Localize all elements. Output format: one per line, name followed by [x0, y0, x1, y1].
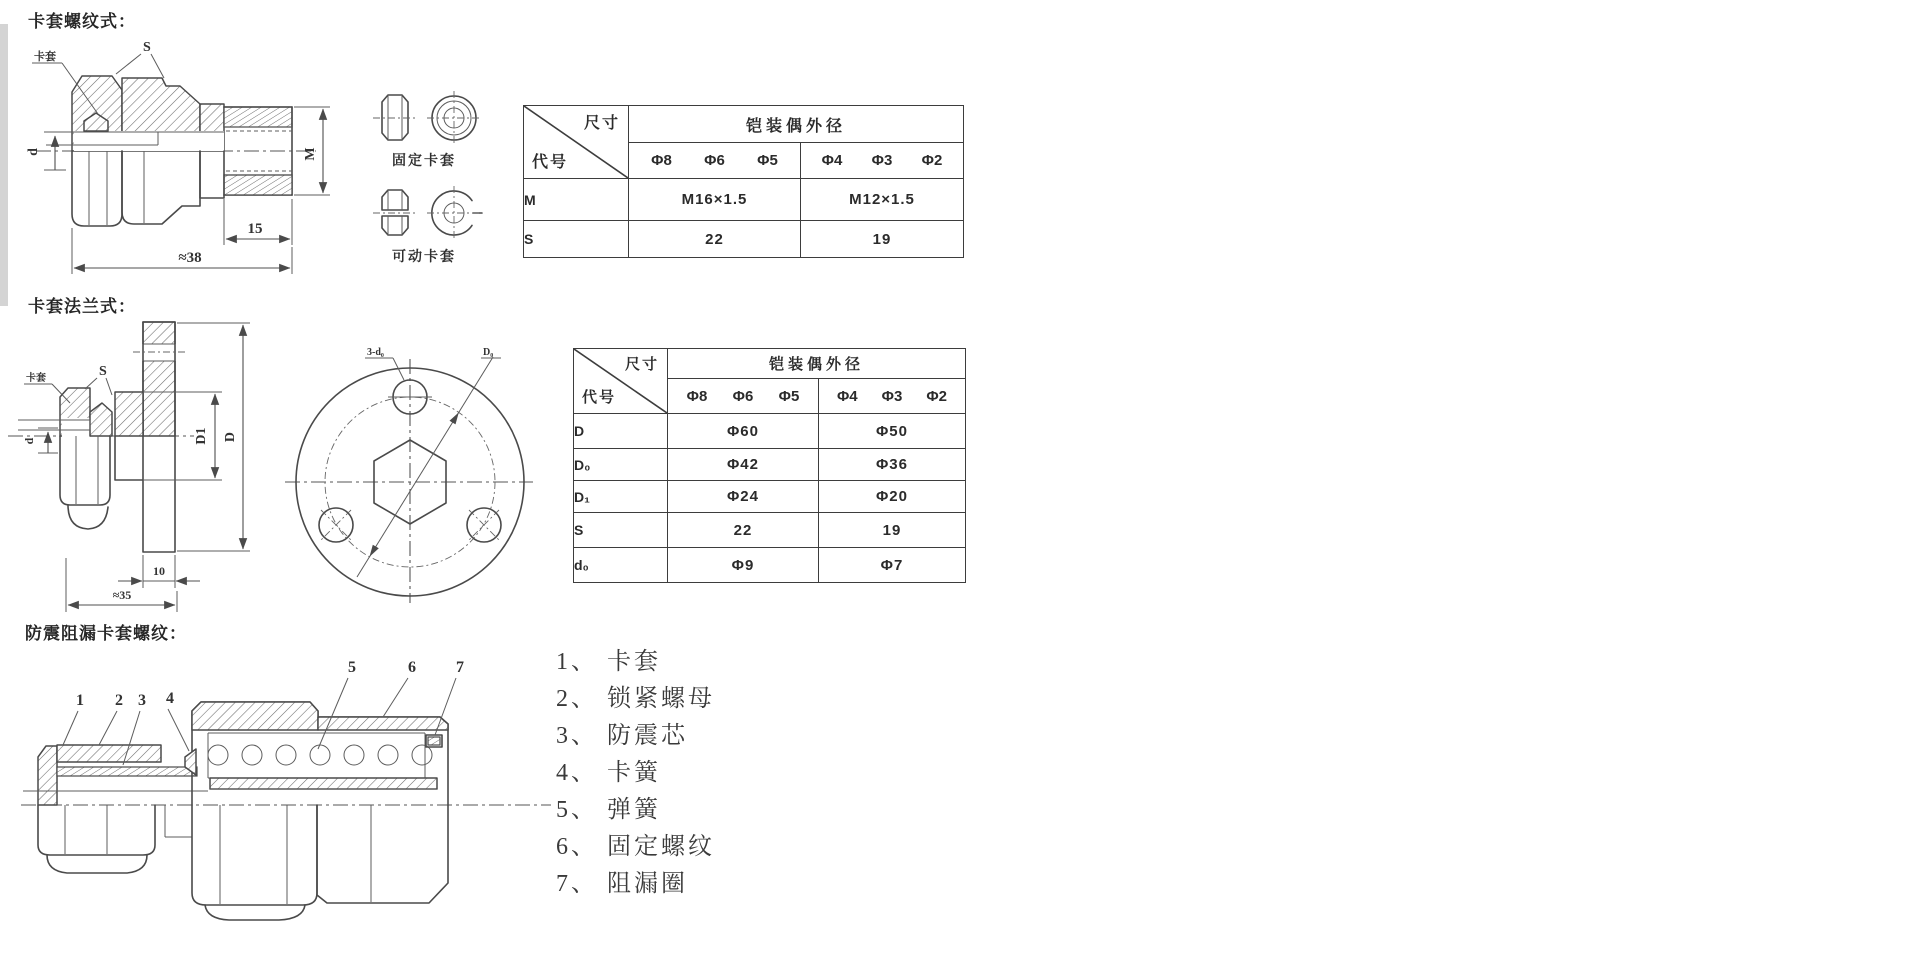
callout-5: 5	[348, 659, 356, 676]
table-row	[524, 179, 964, 221]
phi-value: Φ5	[757, 152, 778, 169]
callout-7: 7	[456, 659, 464, 676]
table-row	[574, 513, 966, 548]
bolt-circle-dia-label: D₀	[483, 347, 494, 358]
flange-dia-label: D	[223, 431, 238, 443]
legend-item: 1、 卡套	[556, 649, 661, 675]
thread-dim-label: M	[303, 147, 318, 161]
stud-length-dim: 15	[247, 221, 263, 237]
antivib-cross-section	[21, 702, 551, 920]
row-label: S	[574, 513, 668, 548]
phi-value: Φ2	[926, 387, 947, 405]
table1-span-header: 铠装偶外径	[629, 106, 964, 143]
overall-length-dim: ≈38	[178, 250, 202, 266]
fitting-cross-section	[36, 76, 316, 226]
table-row	[574, 449, 966, 481]
table1-phi-right	[801, 143, 964, 179]
drawing-flanged-fitting-side	[2, 315, 270, 615]
row-label: D₀	[574, 449, 668, 481]
callout-6: 6	[408, 659, 416, 676]
tube-dia-label: d	[22, 437, 36, 445]
row-value: 19	[801, 221, 964, 258]
table2-corner-cell	[574, 349, 668, 414]
row-value: M12×1.5	[801, 179, 964, 221]
row-value: Φ36	[819, 449, 966, 481]
phi-value: Φ4	[821, 152, 843, 169]
row-label: D₁	[574, 481, 668, 513]
parts-legend	[556, 644, 715, 903]
legend-item: 6、 固定螺纹	[556, 834, 715, 860]
row-value: 22	[668, 513, 819, 548]
overall-length-dim: ≈35	[112, 588, 132, 602]
row-label: S	[524, 221, 629, 258]
corner-code-label: 代号	[582, 389, 617, 406]
phi-value: Φ3	[881, 387, 903, 405]
table2-phi-left	[668, 379, 819, 414]
row-value: Φ20	[819, 481, 966, 513]
movable-ferrule-icon	[373, 186, 482, 240]
section-title-antivib: 防震阻漏卡套螺纹：	[25, 624, 187, 643]
table2-phi-right	[819, 379, 966, 414]
row-label: M	[524, 179, 629, 221]
drawing-threaded-fitting-section	[10, 28, 345, 290]
row-value: 19	[819, 513, 966, 548]
callout-4: 4	[166, 690, 174, 707]
table-row	[524, 221, 964, 258]
ferrule-callout-label: 卡套	[26, 373, 46, 384]
row-value: Φ42	[668, 449, 819, 481]
phi-value: Φ8	[651, 152, 672, 169]
table1-phi-left	[629, 143, 801, 179]
table1-corner-cell	[524, 106, 629, 179]
phi-value: Φ8	[686, 387, 708, 405]
corner-size-label: 尺寸	[624, 356, 659, 373]
movable-ferrule-label: 可动卡套	[392, 248, 456, 264]
row-value: M16×1.5	[629, 179, 801, 221]
row-value: Φ50	[819, 414, 966, 449]
drawing-antivib-fitting-cutaway	[15, 645, 560, 950]
bolt-holes-label: 3-d₀	[367, 347, 384, 358]
row-label: d₀	[574, 548, 668, 583]
section-title-threaded: 卡套螺纹式：	[28, 12, 136, 31]
row-value: Φ9	[668, 548, 819, 583]
row-value: Φ7	[819, 548, 966, 583]
row-label: D	[574, 414, 668, 449]
table-row	[574, 414, 966, 449]
phi-value: Φ6	[732, 387, 754, 405]
legend-item: 5、 弹簧	[556, 797, 661, 823]
section-title-flanged: 卡套法兰式：	[28, 297, 136, 316]
callout-2: 2	[115, 692, 123, 709]
hub-dia-label: D1	[194, 427, 209, 445]
flange-front-annotations	[365, 347, 501, 380]
scan-edge-artifact	[0, 24, 8, 306]
flange-thickness-dim: 10	[153, 564, 165, 578]
phi-value: Φ6	[704, 152, 725, 169]
ferrule-type-icons	[370, 82, 490, 272]
flange-side-section	[8, 322, 194, 552]
legend-item: 4、 卡簧	[556, 760, 661, 786]
ferrule-callout-label: 卡套	[34, 51, 56, 63]
drawing-flange-front-view	[275, 335, 540, 605]
flanged-dimension-table	[573, 348, 966, 583]
fixed-ferrule-icon	[373, 91, 481, 145]
threaded-dimension-table	[523, 105, 964, 258]
tube-dia-label: d	[26, 148, 41, 156]
phi-value: Φ5	[778, 387, 800, 405]
phi-value: Φ2	[921, 152, 943, 169]
legend-item: 2、 锁紧螺母	[556, 686, 715, 712]
callout-3: 3	[138, 692, 146, 709]
phi-value: Φ4	[837, 387, 858, 405]
table-row	[574, 548, 966, 583]
legend-item: 3、 防震芯	[556, 723, 688, 749]
legend-item: 7、 阻漏圈	[556, 871, 688, 897]
row-value: Φ24	[668, 481, 819, 513]
phi-value: Φ3	[871, 152, 893, 169]
row-value: Φ60	[668, 414, 819, 449]
wrench-size-label: S	[143, 40, 151, 55]
row-value: 22	[629, 221, 801, 258]
table-row	[574, 481, 966, 513]
flange-side-annotations	[22, 323, 250, 612]
corner-size-label: 尺寸	[583, 115, 620, 132]
fixed-ferrule-label: 固定卡套	[392, 152, 456, 168]
wrench-size-label: S	[99, 364, 107, 379]
callout-1: 1	[76, 692, 84, 709]
flange-front-geometry	[285, 357, 533, 603]
table2-span-header: 铠装偶外径	[668, 349, 966, 379]
corner-code-label: 代号	[532, 154, 569, 171]
